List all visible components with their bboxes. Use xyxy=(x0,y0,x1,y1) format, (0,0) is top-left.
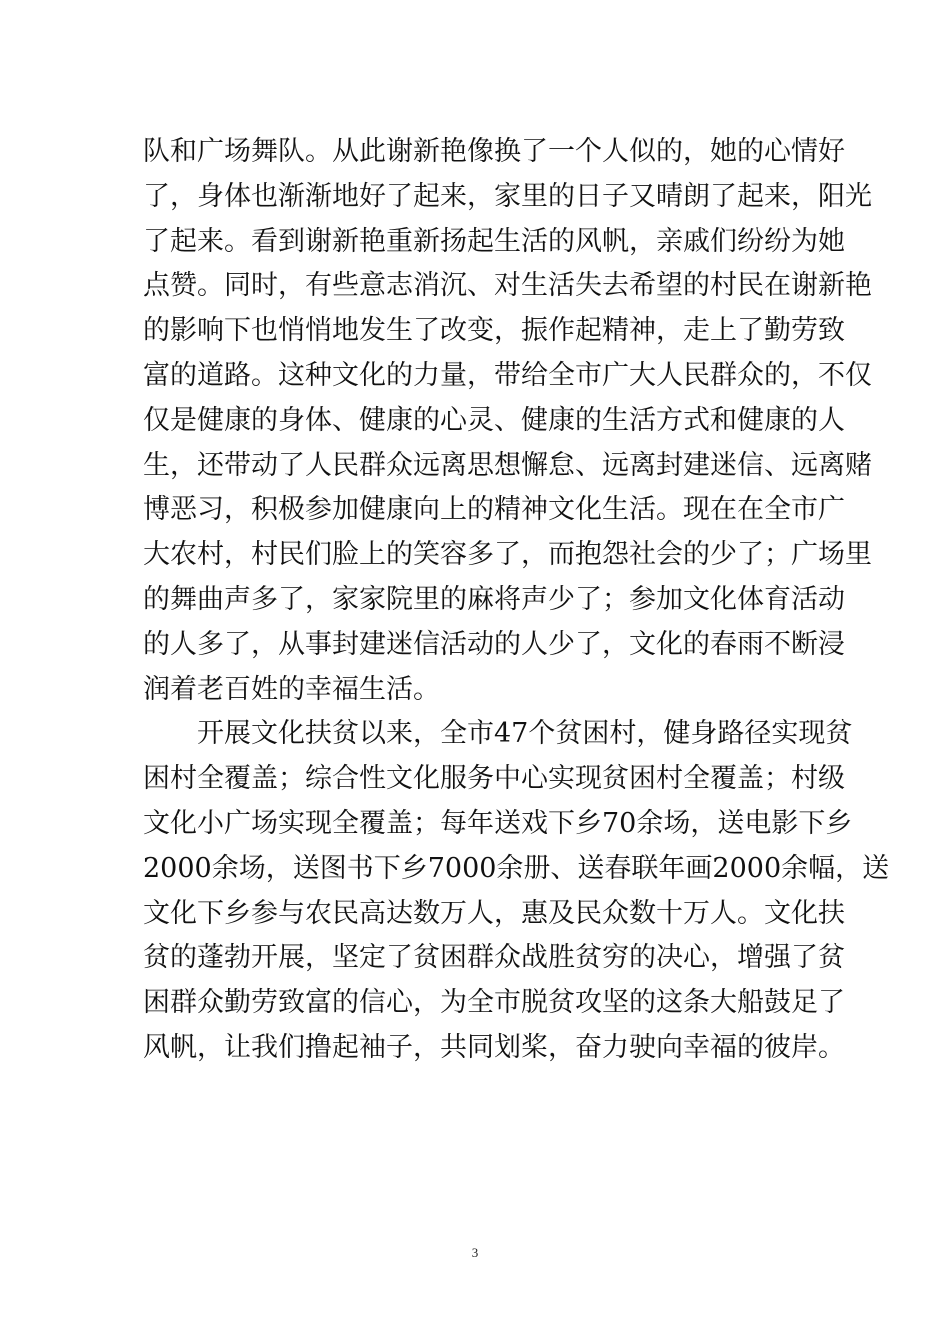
paragraph-2 xyxy=(143,712,890,1070)
text-line: 困村全覆盖；综合性文化服务中心实现贫困村全覆盖；村级 xyxy=(143,763,845,795)
text-line: 的影响下也悄悄地发生了改变，振作起精神，走上了勤劳致 xyxy=(143,315,845,347)
text-line: 风帆，让我们撸起袖子，共同划桨，奋力驶向幸福的彼岸。 xyxy=(143,1031,845,1063)
body-text xyxy=(143,130,890,1071)
text-line: 贫的蓬勃开展，坚定了贫困群众战胜贫穷的决心，增强了贫 xyxy=(143,942,845,974)
text-line: 大农村，村民们脸上的笑容多了，而抱怨社会的少了；广场里 xyxy=(143,539,872,571)
text-line: 队和广场舞队。从此谢新艳像换了一个人似的，她的心情好 xyxy=(143,136,845,167)
text-line: 文化小广场实现全覆盖；每年送戏下乡70余场，送电影下乡 xyxy=(143,807,853,839)
text-line: 文化下乡参与农民高达数万人，惠及民众数十万人。文化扶 xyxy=(143,897,845,929)
text-line: 润着老百姓的幸福生活。 xyxy=(143,673,440,705)
text-line: 点赞。同时，有些意志消沉、对生活失去希望的村民在谢新艳 xyxy=(143,270,872,302)
text-line: 生，还带动了人民群众远离思想懈怠、远离封建迷信、远离赌 xyxy=(143,449,872,481)
text-line: 了起来。看到谢新艳重新扬起生活的风帆，亲戚们纷纷为她 xyxy=(143,225,845,257)
text-line: 2000余场，送图书下乡7000余册、送春联年画2000余幅，送 xyxy=(143,852,890,884)
text-line: 的舞曲声多了，家家院里的麻将声少了；参加文化体育活动 xyxy=(143,583,845,615)
text-line: 的人多了，从事封建迷信活动的人少了，文化的春雨不断浸 xyxy=(143,628,845,660)
text-line: 困群众勤劳致富的信心，为全市脱贫攻坚的这条大船鼓足了 xyxy=(143,987,845,1019)
text-line: 开展文化扶贫以来，全市47个贫困村，健身路径实现贫 xyxy=(197,718,853,750)
text-line: 了，身体也渐渐地好了起来，家里的日子又晴朗了起来，阳光 xyxy=(143,180,872,212)
text-line: 仅是健康的身体、健康的心灵、健康的生活方式和健康的人 xyxy=(143,404,845,436)
paragraph-1 xyxy=(143,130,872,712)
text-line: 博恶习，积极参加健康向上的精神文化生活。现在在全市广 xyxy=(143,494,845,526)
text-line: 富的道路。这种文化的力量，带给全市广大人民群众的，不仅 xyxy=(143,359,872,391)
page-number: 3 xyxy=(471,1245,479,1260)
